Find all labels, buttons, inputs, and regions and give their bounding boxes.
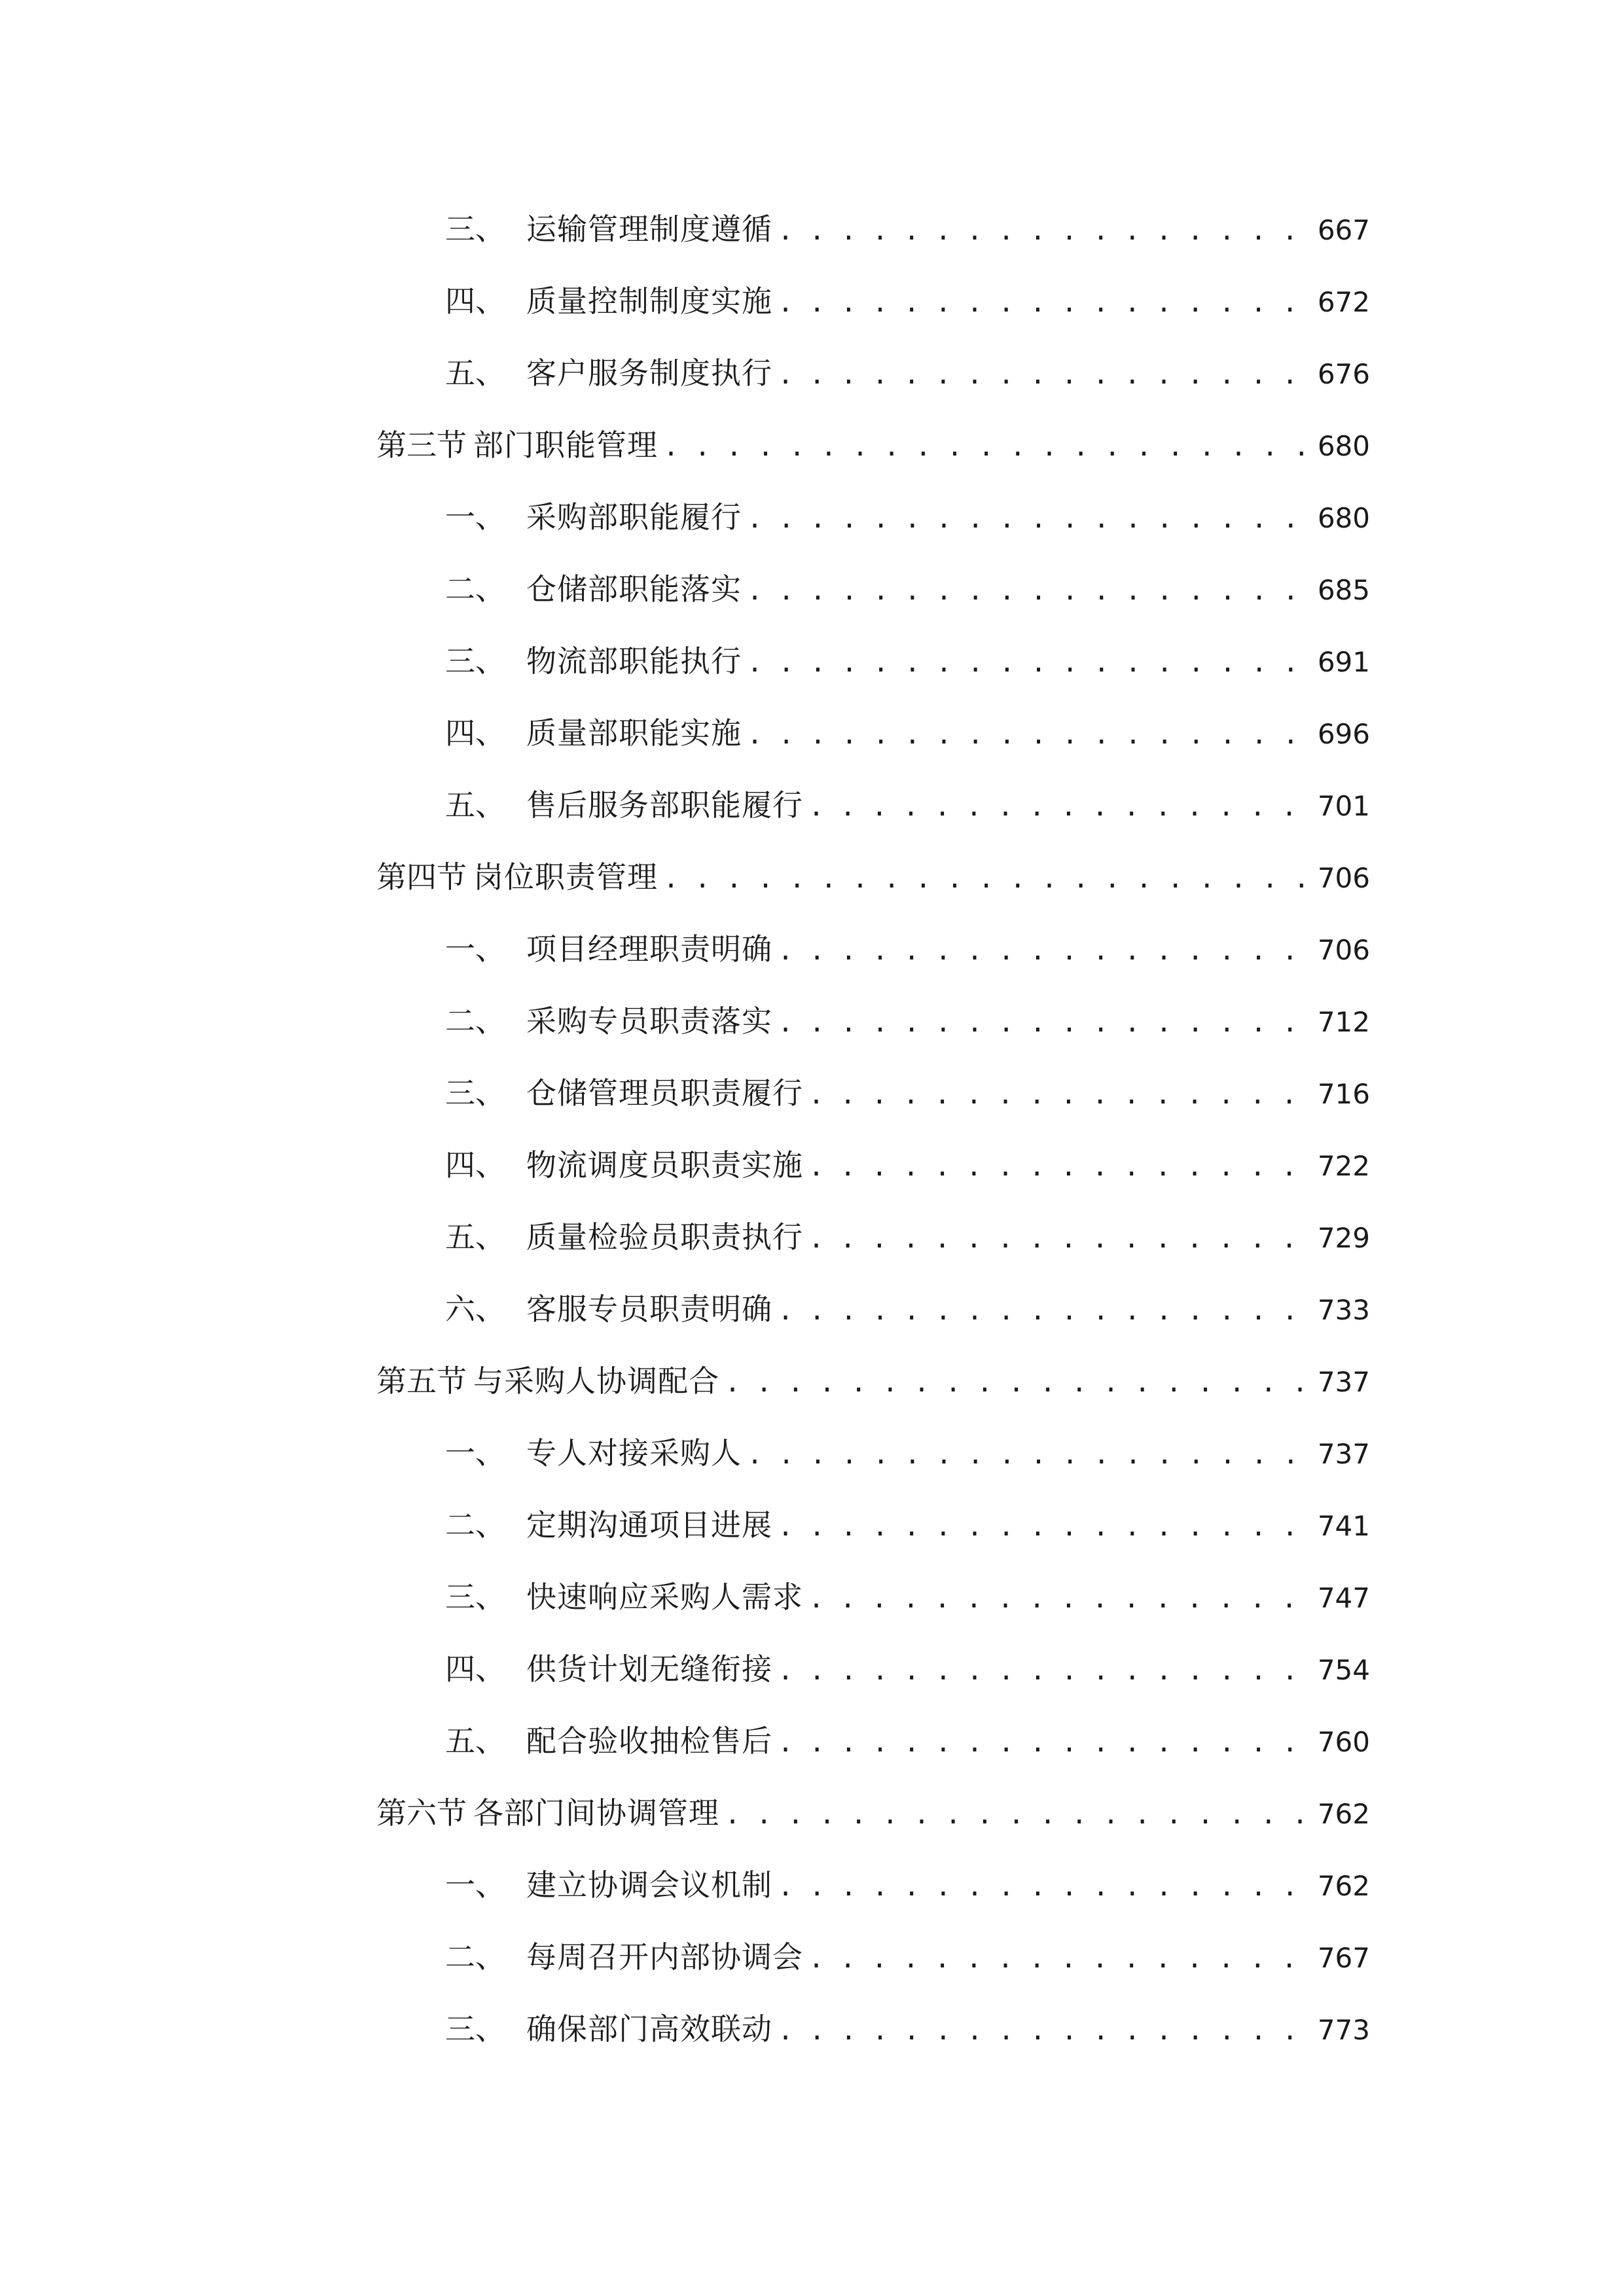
toc-entry-page: 729 <box>1317 1222 1370 1254</box>
toc-entry[interactable] <box>445 1211 1370 1263</box>
toc-entry-page: 760 <box>1317 1726 1370 1758</box>
toc-entry-title: 运输管理制度遵循 <box>526 211 772 247</box>
toc-dot-leader <box>663 421 1314 473</box>
toc-section-page: 737 <box>1317 1366 1370 1398</box>
toc-entry-page: 680 <box>1317 502 1370 534</box>
toc-entry-number: 三、 <box>445 1579 505 1615</box>
toc-entry-page: 722 <box>1317 1150 1370 1182</box>
toc-dot-leader <box>778 997 1314 1049</box>
toc-entry[interactable] <box>445 347 1370 399</box>
toc-entry-title: 确保部门高效联动 <box>526 2011 772 2047</box>
toc-entry-page: 685 <box>1317 574 1370 606</box>
toc-entry-number: 二、 <box>445 1507 505 1543</box>
toc-dot-leader <box>778 1717 1314 1769</box>
toc-entry-page: 672 <box>1317 286 1370 318</box>
toc-entry-title: 每周召开内部协调会 <box>526 1939 803 1975</box>
toc-dot-leader <box>778 277 1314 329</box>
toc-entry-page: 691 <box>1317 646 1370 678</box>
toc-entry[interactable] <box>445 1139 1370 1191</box>
toc-entry-number: 三、 <box>445 211 505 247</box>
toc-entry-number: 五、 <box>445 355 505 391</box>
toc-section-page: 762 <box>1317 1798 1370 1830</box>
toc-entry[interactable] <box>445 1571 1370 1623</box>
toc-section[interactable] <box>376 1355 1370 1407</box>
toc-entry-number: 六、 <box>445 1291 505 1327</box>
toc-entry[interactable] <box>445 1643 1370 1695</box>
toc-entry[interactable] <box>445 1931 1370 1983</box>
toc-entry[interactable] <box>445 1427 1370 1479</box>
toc-entry-number: 一、 <box>445 1867 505 1903</box>
toc-entry-page: 712 <box>1317 1006 1370 1038</box>
toc-entry[interactable] <box>445 1067 1370 1119</box>
toc-entry[interactable] <box>445 923 1370 975</box>
toc-entry-title: 项目经理职责明确 <box>526 931 772 967</box>
toc-dot-leader <box>778 1285 1314 1337</box>
toc-entry-number: 二、 <box>445 1003 505 1039</box>
toc-dot-leader <box>663 853 1314 905</box>
toc-entry[interactable] <box>445 2003 1370 2055</box>
toc-entry-number: 二、 <box>445 571 505 607</box>
toc-entry-title: 采购部职能履行 <box>526 499 742 535</box>
toc-section[interactable] <box>376 1787 1370 1839</box>
toc-entry-number: 一、 <box>445 1435 505 1471</box>
toc-entry[interactable] <box>445 1499 1370 1551</box>
toc-entry-page: 706 <box>1317 934 1370 966</box>
toc-dot-leader <box>808 1933 1314 1985</box>
toc-dot-leader <box>808 1141 1314 1193</box>
toc-entry-page: 676 <box>1317 358 1370 390</box>
toc-entry-number: 四、 <box>445 1651 505 1687</box>
toc-entry-page: 773 <box>1317 2014 1370 2046</box>
toc-section-title: 各部门间协调管理 <box>473 1795 719 1831</box>
toc-entry-title: 供货计划无缝衔接 <box>526 1651 772 1687</box>
toc-dot-leader <box>778 205 1314 257</box>
toc-dot-leader <box>778 925 1314 977</box>
toc-dot-leader <box>778 1861 1314 1913</box>
toc-entry[interactable] <box>445 779 1370 831</box>
toc-entry-number: 一、 <box>445 931 505 967</box>
toc-entry-title: 配合验收抽检售后 <box>526 1723 772 1759</box>
toc-entry-number: 四、 <box>445 283 505 319</box>
toc-section[interactable] <box>376 851 1370 903</box>
toc-entry[interactable] <box>445 563 1370 615</box>
toc-entry-title: 物流部职能执行 <box>526 643 742 679</box>
toc-dot-leader <box>808 781 1314 833</box>
toc-entry-page: 701 <box>1317 790 1370 822</box>
toc-entry-title: 客户服务制度执行 <box>526 355 772 391</box>
toc-entry-number: 二、 <box>445 1939 505 1975</box>
toc-entry-title: 专人对接采购人 <box>526 1435 742 1471</box>
toc-entry-page: 737 <box>1317 1438 1370 1470</box>
toc-entry[interactable] <box>445 995 1370 1047</box>
toc-entry-page: 716 <box>1317 1078 1370 1110</box>
toc-dot-leader <box>778 1645 1314 1697</box>
toc-entry-number: 三、 <box>445 2011 505 2047</box>
toc-dot-leader <box>778 1501 1314 1553</box>
toc-entry-page: 667 <box>1317 214 1370 246</box>
toc-entry-number: 三、 <box>445 643 505 679</box>
toc-section-page: 680 <box>1317 430 1370 462</box>
toc-entry-title: 仓储管理员职责履行 <box>526 1075 803 1111</box>
toc-section-title: 部门职能管理 <box>473 427 658 463</box>
toc-entry[interactable] <box>445 1859 1370 1911</box>
toc-entry-title: 快速响应采购人需求 <box>526 1579 803 1615</box>
toc-dot-leader <box>808 1069 1314 1121</box>
toc-entry-page: 696 <box>1317 718 1370 750</box>
toc-entry-title: 质量检验员职责执行 <box>526 1219 803 1255</box>
toc-entry-page: 741 <box>1317 1510 1370 1542</box>
toc-section-title: 岗位职责管理 <box>473 859 658 895</box>
toc-section-page: 706 <box>1317 862 1370 894</box>
toc-dot-leader <box>725 1789 1314 1841</box>
toc-entry[interactable] <box>445 275 1370 327</box>
toc-entry-title: 客服专员职责明确 <box>526 1291 772 1327</box>
toc-section-title: 与采购人协调配合 <box>473 1363 719 1399</box>
toc-entry[interactable] <box>445 1283 1370 1335</box>
toc-entry-page: 767 <box>1317 1942 1370 1974</box>
toc-dot-leader <box>725 1357 1314 1409</box>
toc-entry-number: 五、 <box>445 1219 505 1255</box>
toc-entry-title: 建立协调会议机制 <box>526 1867 772 1903</box>
toc-dot-leader <box>747 565 1314 617</box>
toc-entry-number: 五、 <box>445 787 505 823</box>
toc-section[interactable] <box>376 419 1370 471</box>
toc-entry-title: 采购专员职责落实 <box>526 1003 772 1039</box>
toc-entry-title: 质量部职能实施 <box>526 715 742 751</box>
toc-dot-leader <box>778 349 1314 401</box>
toc-entry-number: 三、 <box>445 1075 505 1111</box>
toc-section-number: 第六节 <box>376 1795 467 1831</box>
toc-dot-leader <box>747 709 1314 761</box>
toc-section-number: 第五节 <box>376 1363 467 1399</box>
toc-entry[interactable] <box>445 491 1370 543</box>
toc-entry-title: 物流调度员职责实施 <box>526 1147 803 1183</box>
toc-entry[interactable] <box>445 1715 1370 1767</box>
toc-entry[interactable] <box>445 635 1370 687</box>
toc-entry-title: 售后服务部职能履行 <box>526 787 803 823</box>
toc-dot-leader <box>808 1213 1314 1265</box>
toc-entry-page: 733 <box>1317 1294 1370 1326</box>
toc-dot-leader <box>747 637 1314 689</box>
toc-entry[interactable] <box>445 707 1370 759</box>
toc-section-number: 第四节 <box>376 859 467 895</box>
toc-dot-leader <box>808 1573 1314 1625</box>
toc-section-number: 第三节 <box>376 427 467 463</box>
toc-entry-page: 754 <box>1317 1654 1370 1686</box>
toc-entry-number: 五、 <box>445 1723 505 1759</box>
toc-dot-leader <box>747 493 1314 545</box>
toc-entry-number: 一、 <box>445 499 505 535</box>
toc-dot-leader <box>747 1429 1314 1481</box>
toc-entry-page: 762 <box>1317 1870 1370 1902</box>
toc-entry-page: 747 <box>1317 1582 1370 1614</box>
toc-entry-number: 四、 <box>445 1147 505 1183</box>
toc-entry-number: 四、 <box>445 715 505 751</box>
toc-entry-title: 定期沟通项目进展 <box>526 1507 772 1543</box>
toc-entry-title: 质量控制制度实施 <box>526 283 772 319</box>
toc-entry[interactable] <box>445 203 1370 255</box>
toc-entry-title: 仓储部职能落实 <box>526 571 742 607</box>
toc-dot-leader <box>778 2005 1314 2057</box>
